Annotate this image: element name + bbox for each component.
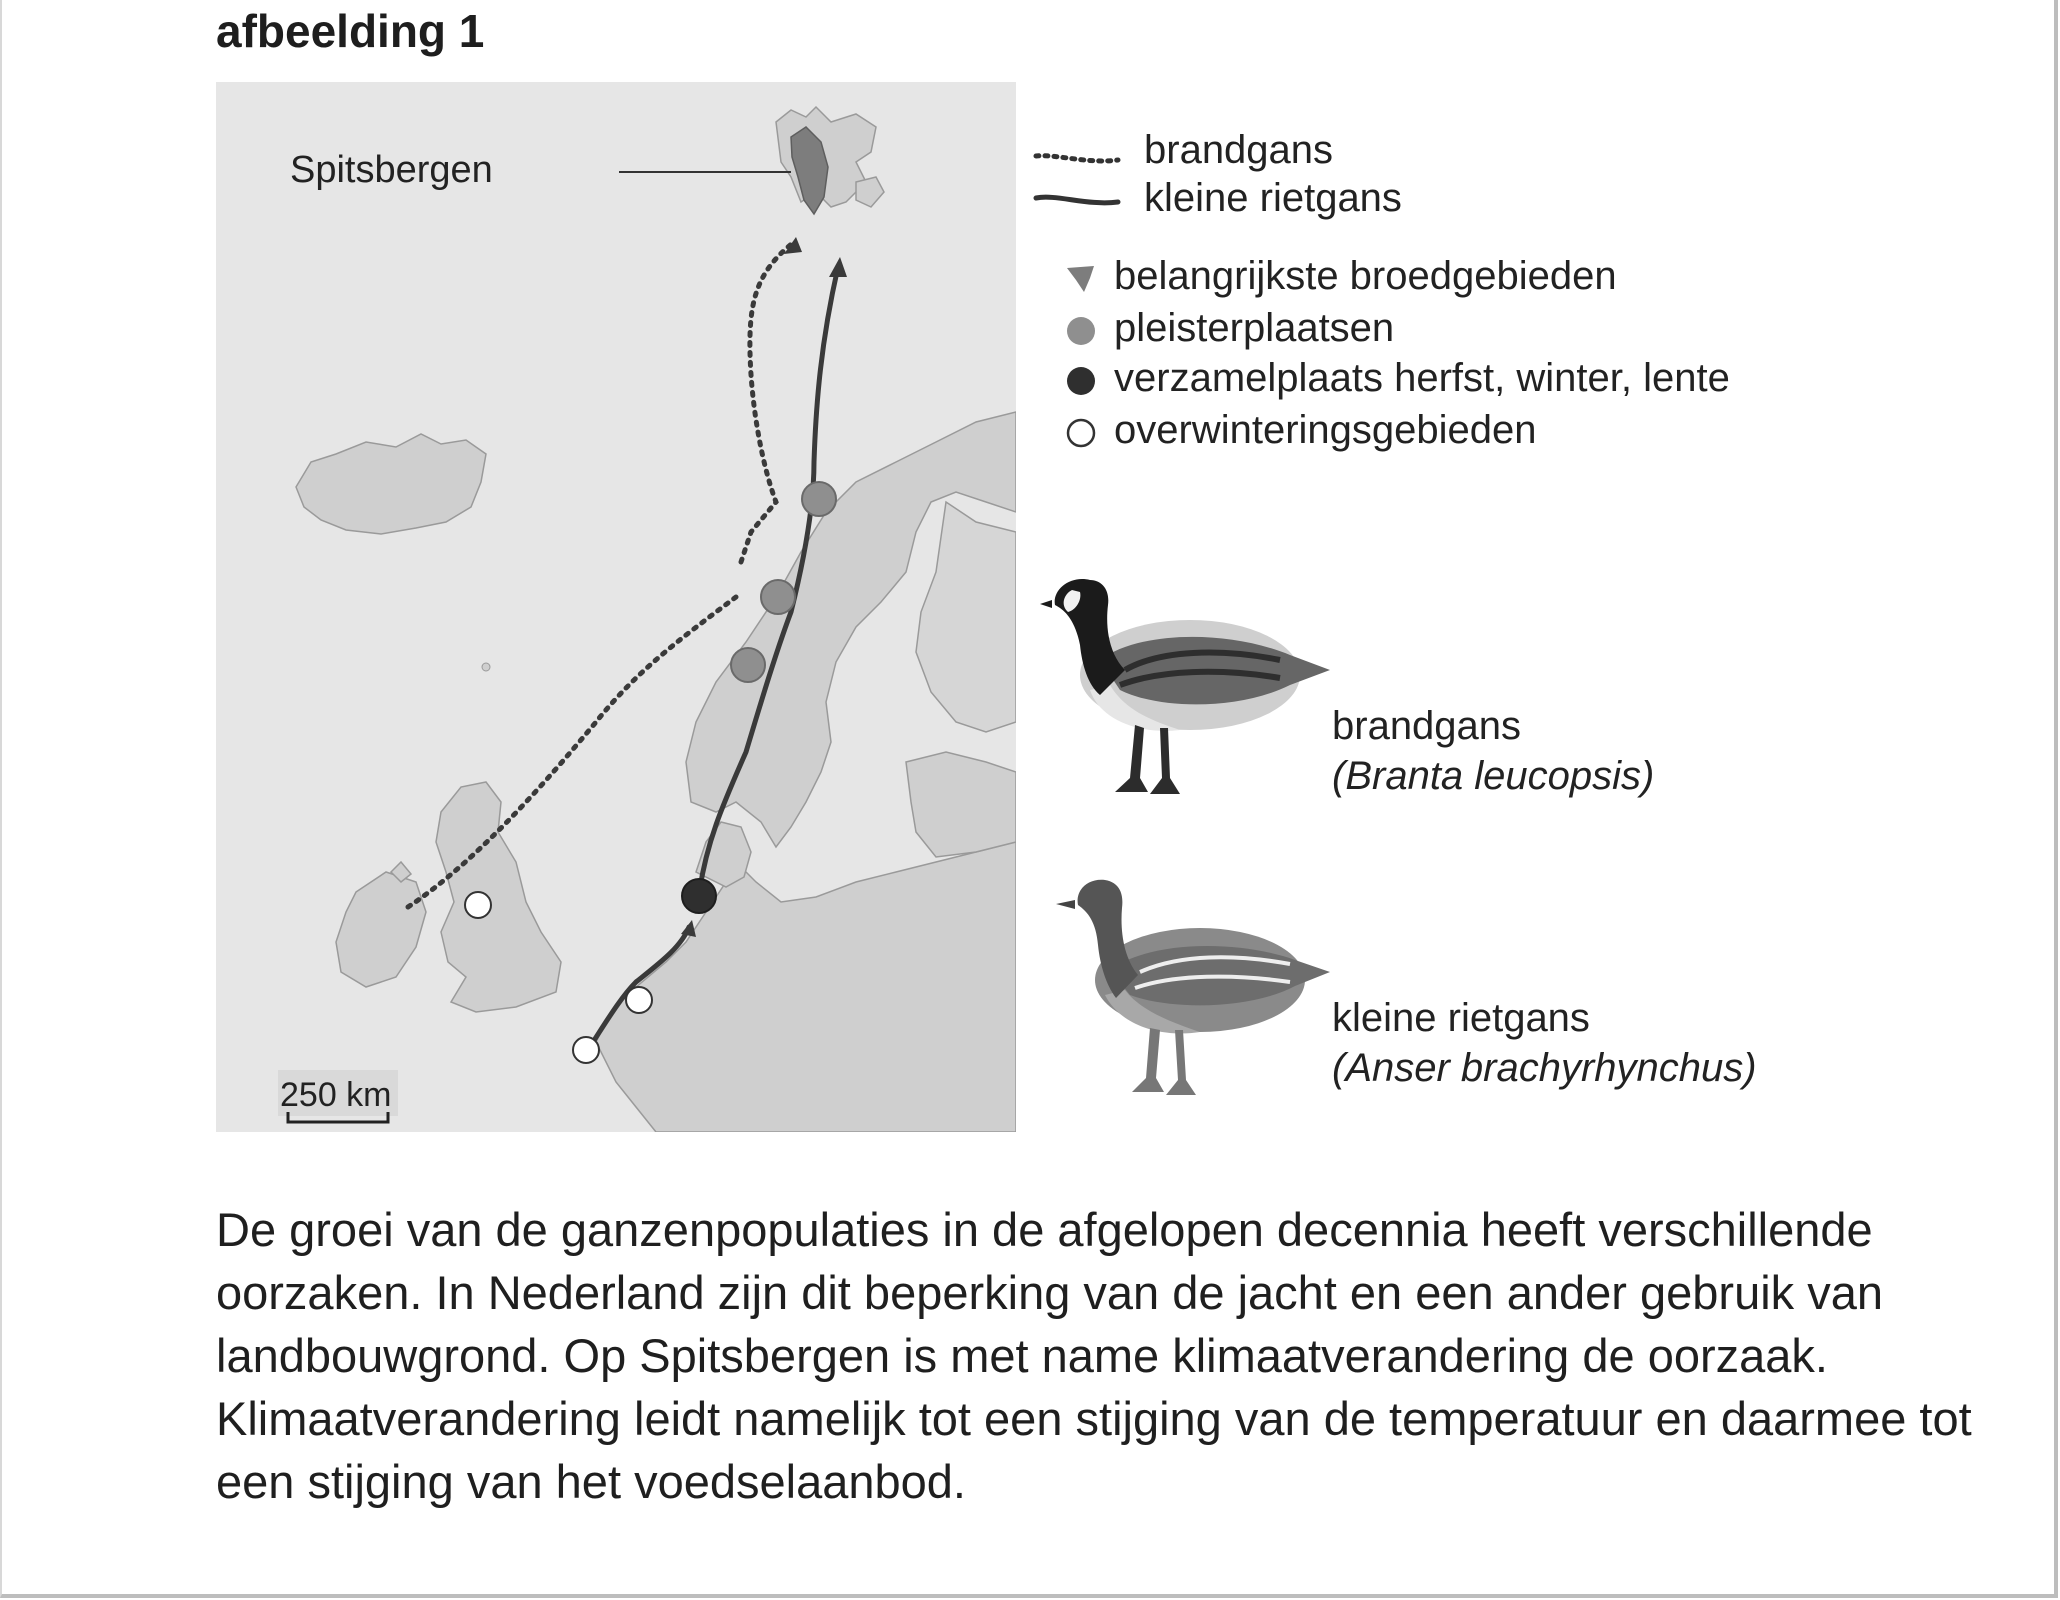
white-circle-icon [1064, 416, 1098, 450]
migration-map [216, 82, 1016, 1132]
wintering-point-netherlands [626, 987, 652, 1013]
scale-label: 250 km [280, 1076, 392, 1114]
brandgans-scientific-name: (Branta leucopsis) [1332, 754, 1655, 798]
barnacle-goose-illustration [1030, 560, 1330, 810]
legend-stopover-sites: pleisterplaatsen [1114, 306, 1395, 350]
wintering-point-scotland [465, 892, 491, 918]
stopover-point-south [731, 648, 765, 682]
brandgans-common-name: brandgans [1332, 704, 1522, 748]
body-paragraph: De groei van de ganzenpopulaties in de afgelopen decennia heeft verschillende oorzaken. In Nederland zijn dit beperking van de jacht en een ander gebruik van landbouwgrond. Op Spitsbergen is met name klimaatverandering de oorzaak. Klimaatverandering leidt namelijk tot een stijging van de temperatuur en daarmee tot een stijging van het voedselaanbod. [216, 1203, 1972, 1508]
figure-heading: afbeelding 1 [216, 5, 485, 57]
stopover-point-middle [761, 580, 795, 614]
kleine-rietgans-common-name: kleine rietgans [1332, 996, 1590, 1040]
legend-route-kleine-rietgans: kleine rietgans [1144, 176, 1402, 220]
breeding-area-icon [1064, 262, 1098, 296]
gathering-point-denmark [682, 879, 716, 913]
baltic-states-landmass [906, 752, 1016, 857]
legend-gathering-site: verzamelplaats herfst, winter, lente [1114, 356, 1730, 400]
gray-circle-icon [1064, 314, 1098, 348]
stopover-point-north [802, 482, 836, 516]
legend-solid-line-icon [1032, 184, 1122, 224]
legend-breeding-areas: belangrijkste broedgebieden [1114, 254, 1617, 298]
kleine-rietgans-scientific-name: (Anser brachyrhynchus) [1332, 1046, 1757, 1090]
spitsbergen-label: Spitsbergen [290, 149, 493, 191]
dark-circle-icon [1064, 364, 1098, 398]
pink-footed-goose-illustration [1050, 860, 1340, 1110]
legend-route-brandgans: brandgans [1144, 128, 1334, 172]
legend-wintering-areas: overwinteringsgebieden [1114, 408, 1537, 452]
wintering-point-belgium [573, 1037, 599, 1063]
